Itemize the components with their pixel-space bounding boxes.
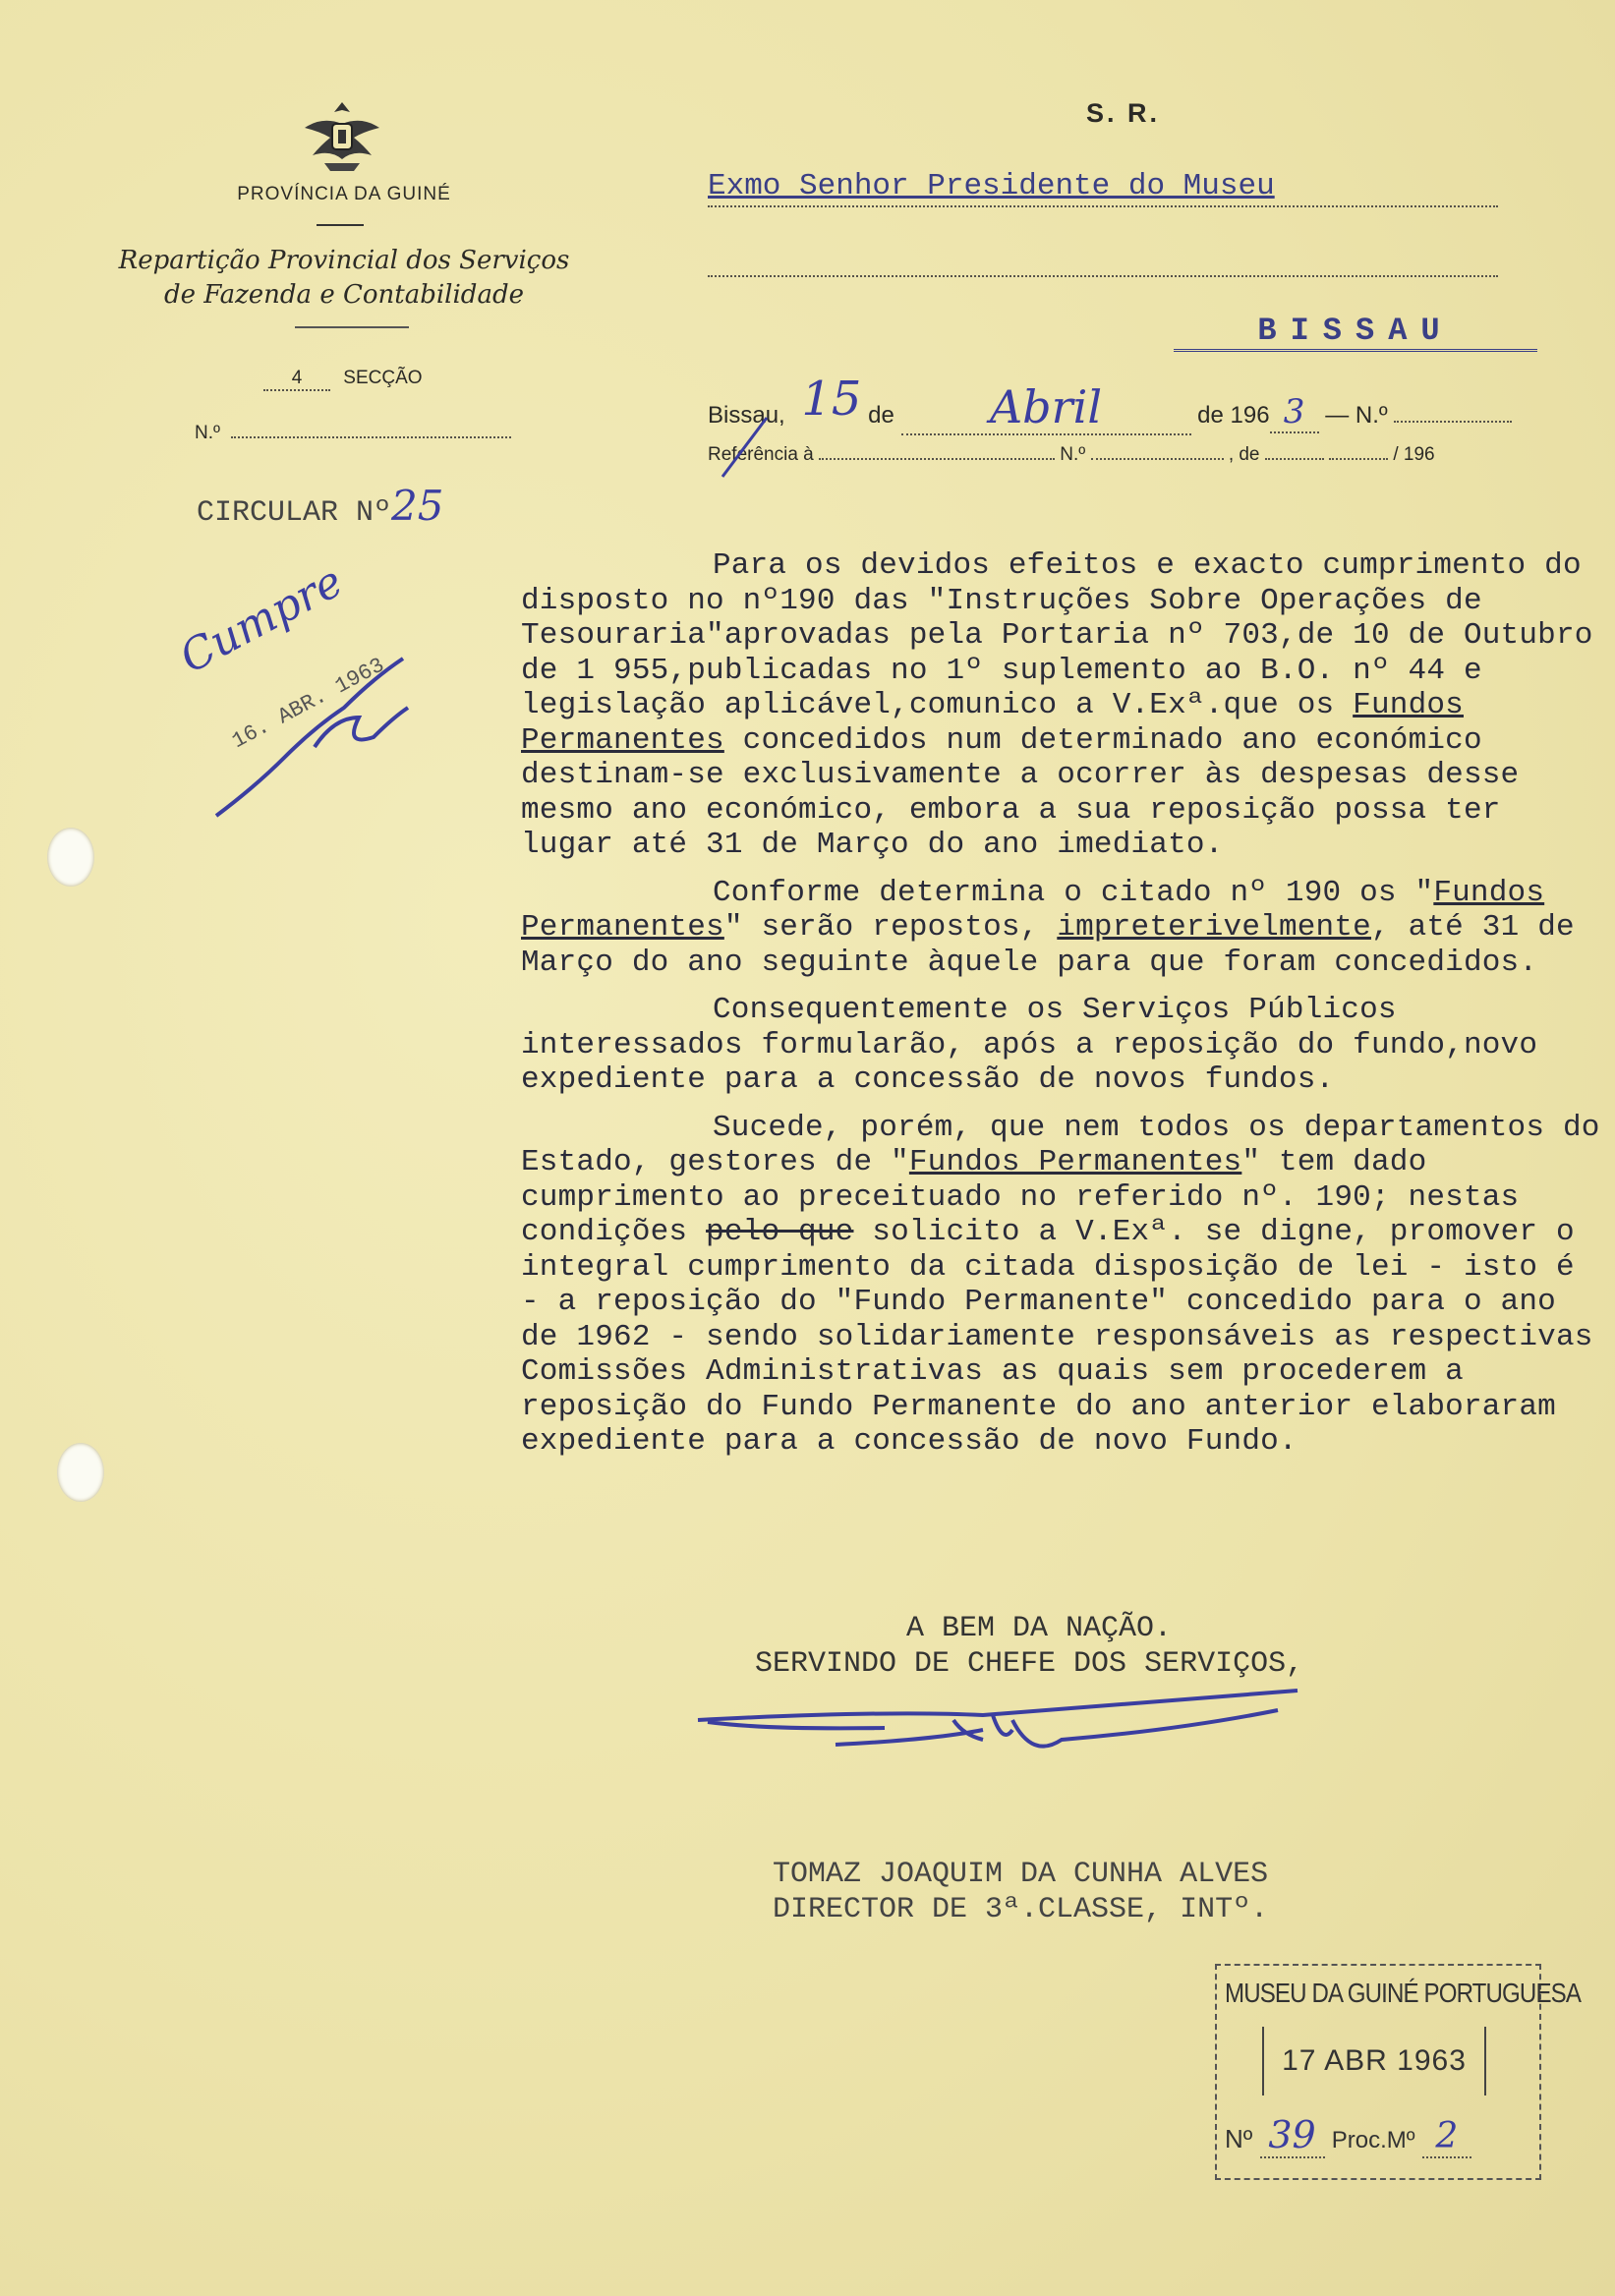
dateline-number-label: — N.º [1325,402,1388,429]
paragraph-4-struck: pelo que [706,1215,854,1249]
paragraph-1 [521,548,1602,863]
received-word: Cumpre [172,555,351,684]
circular-label: CIRCULAR Nº [197,496,392,530]
section-label: SECÇÃO [343,368,423,388]
paragraph-4-text: Sucede, porém, que nem todos os departamentos do Estado, gestores de " [521,1110,1600,1179]
reference-label: Referência à [708,444,814,465]
stamp-museum: MUSEU DA GUINÉ PORTUGUESA [1225,1978,1582,2008]
paragraph-3 [521,993,1602,1098]
stamp-proc-label: Proc.Mº [1331,2127,1415,2153]
letter-body [521,548,1602,1472]
department-divider [295,326,409,328]
circular-line [197,482,444,530]
province-title: PROVÍNCIA DA GUINÉ [237,184,451,204]
punch-hole-bottom [57,1443,104,1502]
paragraph-2-emphasis-2: impreterivelmente [1057,910,1371,945]
dateline-place: Bissau, [708,402,785,429]
section-number: 4 [263,368,330,391]
stamp-proc: 2 [1422,2116,1471,2158]
paragraph-4-emphasis: Fundos Permanentes [908,1145,1242,1179]
paragraph-1-end: concedidos num determinado ano económico destinam-se exclusivamente a ocorrer às despesas desse mesmo ano económico, embora a sua reposição possa ter lugar até 31 de Março do ano imediato. [521,722,1520,862]
paragraph-2 [521,876,1602,981]
paragraph-2-emphasis: Fundos Permanentes [521,875,1545,945]
dateline-month: Abril [901,380,1191,435]
reference-field [819,458,1055,460]
section-line [263,368,423,391]
dateline-de: de [868,402,894,429]
closing-line-1: A BEM DA NAÇÃO. [906,1612,1173,1645]
addressee-line [708,169,1498,207]
dateline-year-digit: 3 [1270,392,1319,433]
header-number-label: N.º [195,423,220,443]
circular-number: 25 [391,482,444,530]
dateline [708,372,1543,435]
closing-line-2: SERVINDO DE CHEFE DOS SERVIÇOS, [755,1647,1304,1681]
dateline-number-field [1394,421,1512,423]
header-number-line [195,423,511,444]
paragraph-2-mid: " serão repostos, [723,910,1039,945]
addressee: Exmo Senhor Presidente do Museu [708,169,1275,203]
paragraph-1-emphasis: Fundos Permanentes [521,688,1464,758]
paragraph-4-end: solicito a V.Exª. se digne, promover o integral cumprimento da citada disposição de lei - isto é - a reposição do "Fundo Permanente" concedido para o ano de 1962 - sendo solidariamente responsáveis as respectivas Comissões Administrativas as quais sem procederem a reposição do Fundo Permanente do ano anterior elaboraram expediente para a concessão de novo Fundo. [521,1215,1593,1459]
coat-of-arms-icon [295,98,389,175]
paragraph-1-text: Para os devidos efeitos e exacto cumprimento do disposto no nº190 das "Instruções Sobre Operações de Tesouraria"aprovadas pela Portaria nº 703,de 10 de Outubro de 1 955,publicadas no 1º suplemento ao B.O. nº 44 e legislação aplicável,comunico a V.Exª.que os [521,548,1593,722]
signatory-title: DIRECTOR DE 3ª.CLASSE, INTº. [773,1893,1269,1926]
reference-number-field [1091,458,1224,460]
stamp-date: 17 ABR 1963 [1282,2044,1467,2077]
addressee-second-line [708,275,1498,277]
department-line-2: de Fazenda e Contabilidade [164,280,524,310]
stamp-number: 39 [1260,2113,1325,2158]
reference-year: / 196 [1393,444,1435,465]
paragraph-2-text: Conforme determina o citado nº 190 os " [713,875,1434,910]
sr-label: S. R. [1086,98,1161,128]
reference-date-field [1265,458,1324,460]
receipt-stamp [1215,1964,1582,2180]
header-divider [317,224,364,226]
dateline-day: 15 [801,372,862,427]
reference-date-label: , de [1228,444,1260,465]
header-number-field [231,436,511,438]
reference-number-label: N.º [1060,444,1086,465]
paragraph-2-end: , até 31 de Março do ano seguinte àquele para que foram concedidos. [521,910,1575,980]
reference-month-field [1329,458,1388,460]
paragraph-3-text: Consequentemente os Serviços Públicos interessados formularão, após a reposição do fundo,novo expediente para a concessão de novos fundos. [521,993,1538,1097]
punch-hole-top [47,828,94,887]
dateline-slash-icon [718,413,777,482]
paragraph-4 [521,1111,1602,1460]
dateline-year-prefix: de 196 [1197,402,1270,429]
stamp-date-box [1262,2027,1486,2095]
stamp-number-label: Nº [1225,2124,1253,2153]
paragraph-4-mid: " tem dado cumprimento ao preceituado no referido nº. 190; nestas condições [521,1145,1520,1249]
signatory-name: TOMAZ JOAQUIM DA CUNHA ALVES [773,1858,1269,1891]
city-label: BISSAU [1174,313,1537,352]
department-line-1: Repartição Provincial dos Serviços [118,246,570,275]
signature-icon [688,1661,1317,1769]
received-date: 16. ABR. 1963 [228,653,389,755]
reference-line [708,444,1543,466]
received-signature-icon [197,639,442,835]
stamp-numbers [1225,2113,1471,2158]
